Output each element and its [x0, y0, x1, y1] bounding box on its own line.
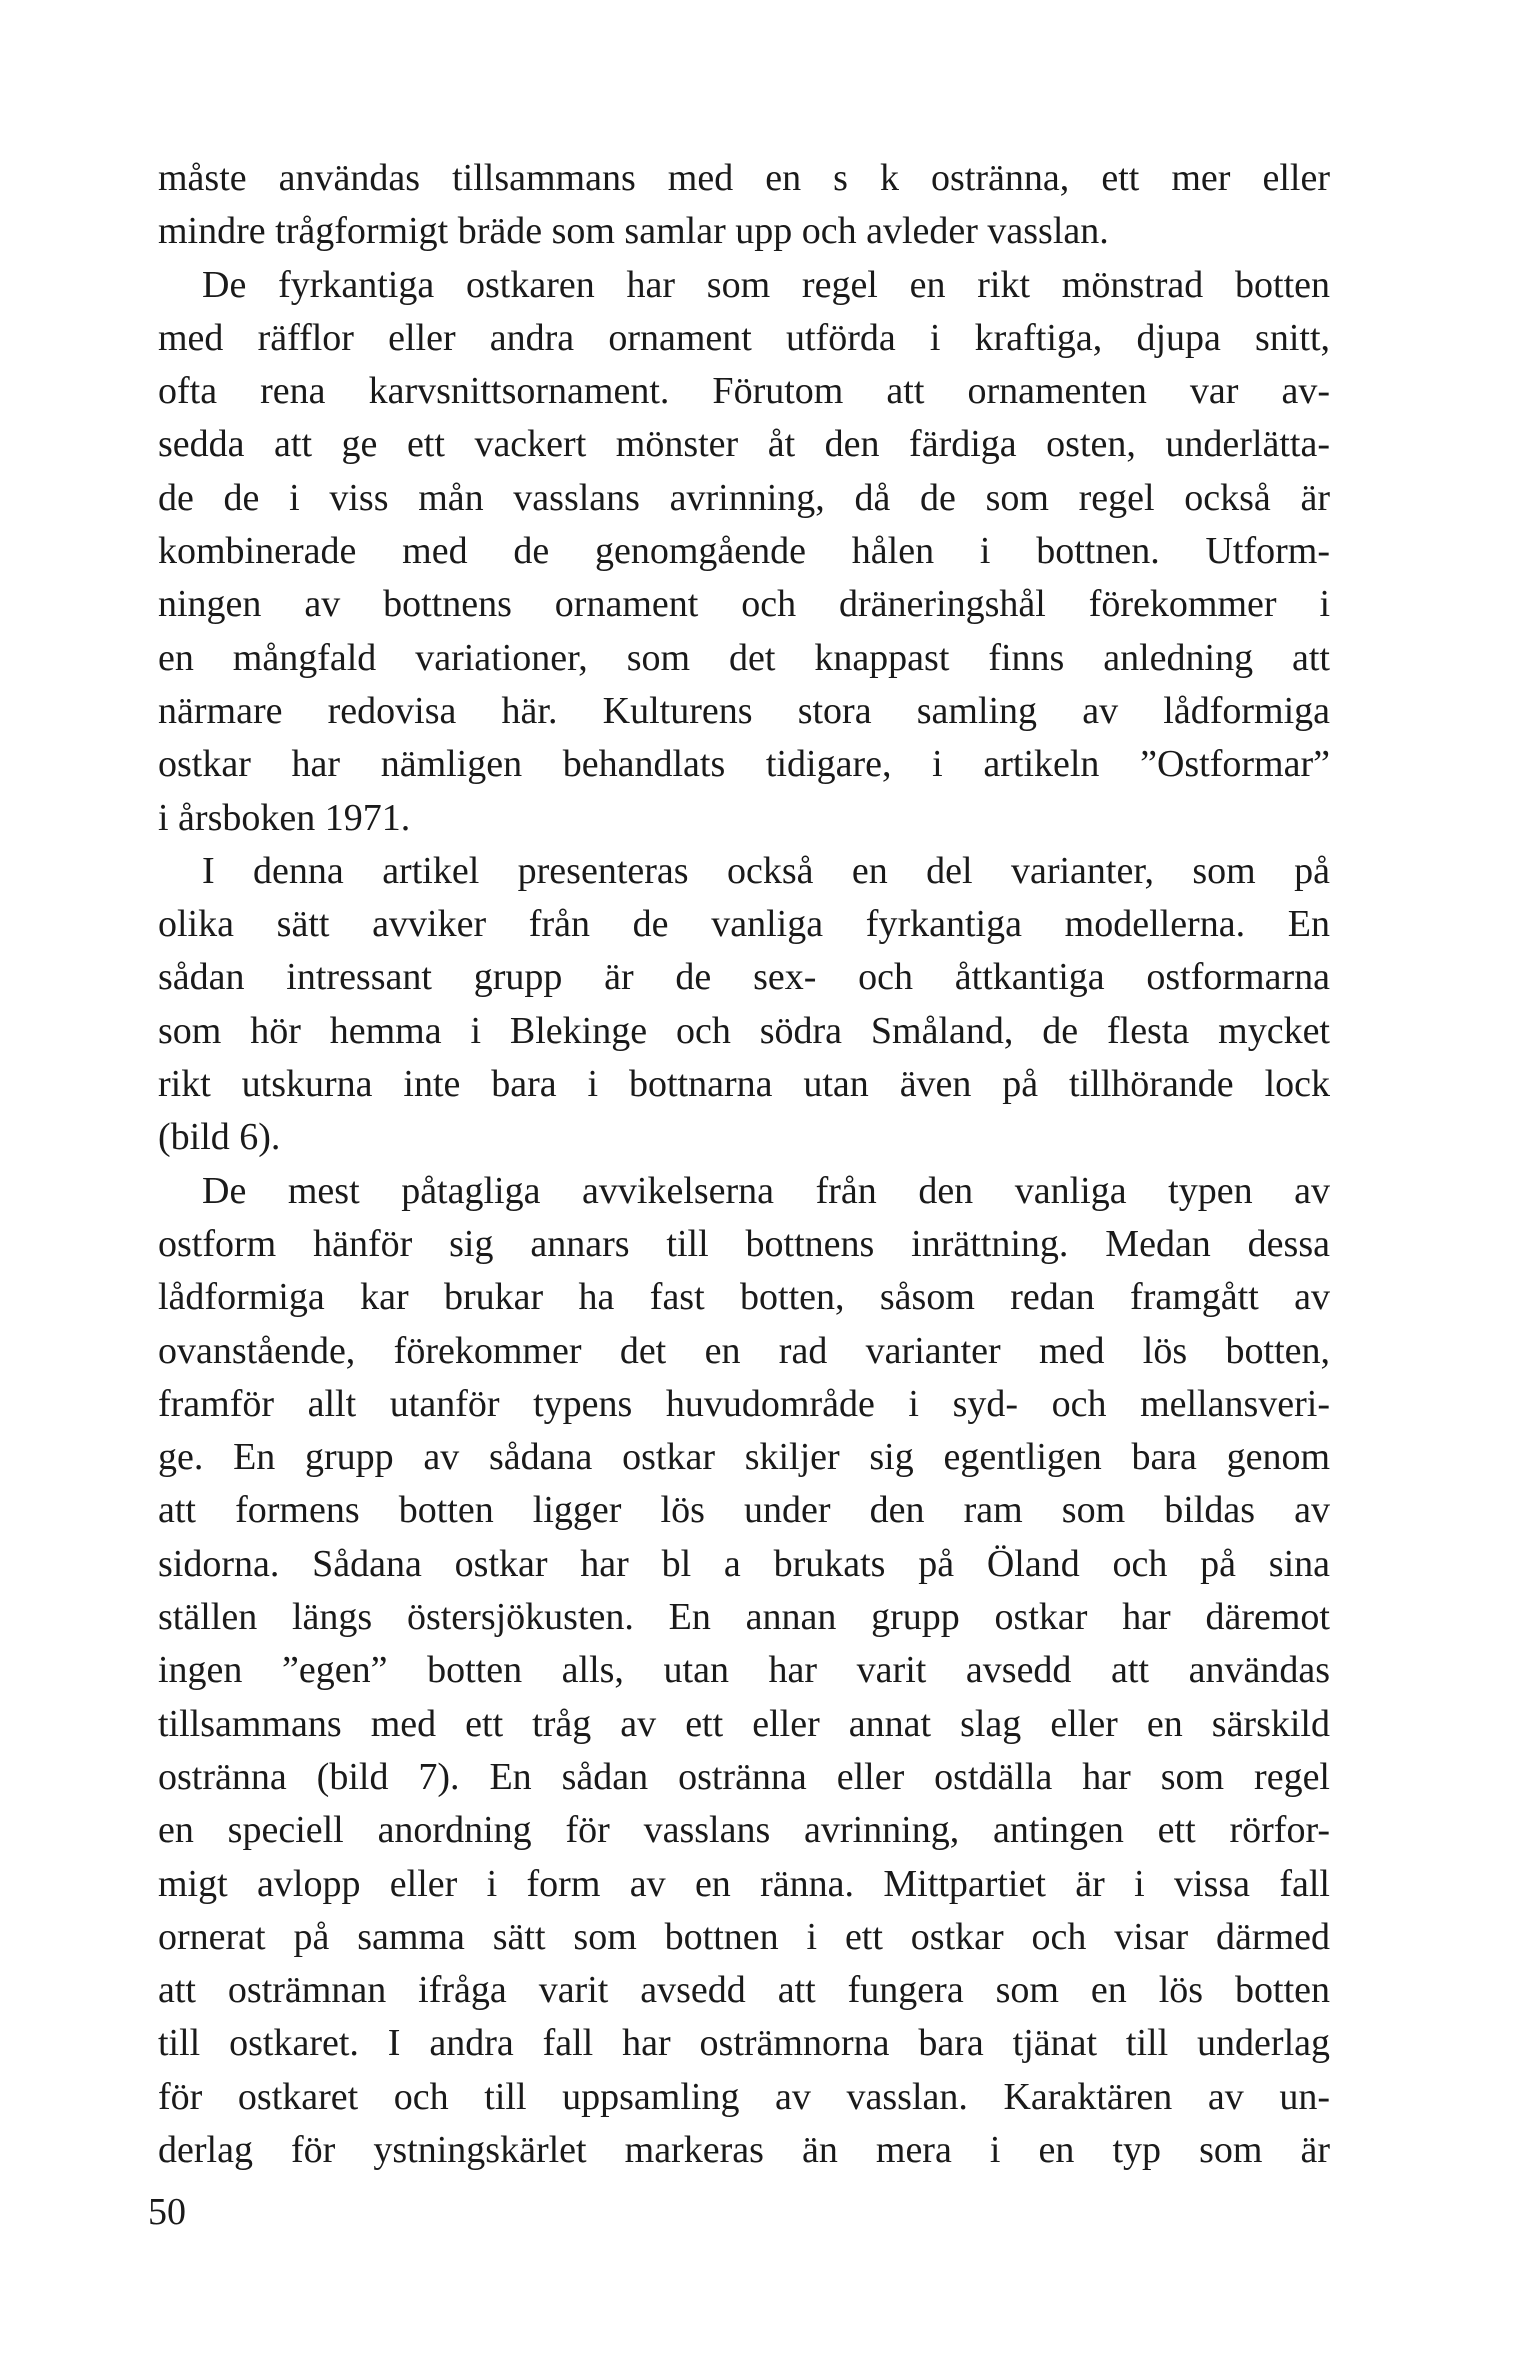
- body-text: [158, 152, 1330, 2177]
- text-line: måste användas tillsammans med en s k ostränna, ett mer eller: [158, 157, 1330, 199]
- text-line: för ostkaret och till uppsamling av vasslan. Karaktären av un-: [158, 2075, 1330, 2118]
- text-line: ostkar har nämligen behandlats tidigare, i artikeln ”Ostformar”: [158, 743, 1330, 786]
- text-line: ofta rena karvsnittsornament. Förutom att ornamenten var av-: [158, 370, 1330, 413]
- text-line: rikt utskurna inte bara i bottnarna utan även på tillhörande lock: [158, 1063, 1330, 1106]
- text-line: De fyrkantiga ostkaren har som regel en rikt mönstrad botten: [202, 263, 1330, 306]
- text-line: i årsboken 1971.: [158, 796, 411, 839]
- text-line: närmare redovisa här. Kulturens stora samling av lådformiga: [158, 689, 1330, 732]
- text-line: ostränna (bild 7). En sådan ostränna eller ostdälla har som regel: [158, 1755, 1330, 1798]
- text-line: med räfflor eller andra ornament utförda i kraftiga, djupa snitt,: [158, 316, 1330, 359]
- text-line: lådformiga kar brukar ha fast botten, såsom redan framgått av: [158, 1276, 1330, 1319]
- text-line: sedda att ge ett vackert mönster åt den färdiga osten, underlätta-: [158, 423, 1330, 466]
- text-line: sådan intressant grupp är de sex- och åttkantiga ostformarna: [158, 956, 1330, 999]
- text-line: att osträmnan ifråga varit avsedd att fungera som en lös botten: [158, 1969, 1330, 2012]
- text-line: ornerat på samma sätt som bottnen i ett ostkar och visar därmed: [158, 1915, 1330, 1958]
- text-line: ingen ”egen” botten alls, utan har varit avsedd att användas: [158, 1649, 1330, 1692]
- text-line: ställen längs östersjökusten. En annan grupp ostkar har däremot: [158, 1596, 1330, 1639]
- text-line: en mångfald variationer, som det knappast finns anledning att: [158, 636, 1330, 679]
- text-line: ovanstående, förekommer det en rad varianter med lös botten,: [158, 1329, 1330, 1372]
- text-line: framför allt utanför typens huvudområde i syd- och mellansveri-: [158, 1382, 1330, 1425]
- text-line: De mest påtagliga avvikelserna från den vanliga typen av: [202, 1169, 1330, 1212]
- text-line: kombinerade med de genomgående hålen i bottnen. Utform-: [158, 530, 1330, 573]
- paragraph: [158, 845, 1330, 1165]
- text-line: att formens botten ligger lös under den ram som bildas av: [158, 1489, 1330, 1532]
- text-line: de de i viss mån vasslans avrinning, då de som regel också är: [158, 476, 1330, 519]
- paragraph: [158, 1165, 1330, 2178]
- text-line: en speciell anordning för vasslans avrinning, antingen ett rörfor-: [158, 1809, 1330, 1852]
- text-line: ningen av bottnens ornament och dräneringshål förekommer i: [158, 583, 1330, 626]
- text-line: ostform hänför sig annars till bottnens inrättning. Medan dessa: [158, 1222, 1330, 1265]
- paragraph: [158, 152, 1330, 259]
- text-line: mindre trågformigt bräde som samlar upp och avleder vasslan.: [158, 210, 1109, 253]
- text-line: som hör hemma i Blekinge och södra Småland, de flesta mycket: [158, 1009, 1330, 1052]
- text-line: I denna artikel presenteras också en del varianter, som på: [202, 849, 1330, 892]
- page-number: 50: [148, 2191, 186, 2233]
- text-line: derlag för ystningskärlet markeras än mera i en typ som är: [158, 2128, 1330, 2171]
- paragraph: [158, 259, 1330, 845]
- text-line: sidorna. Sådana ostkar har bl a brukats på Öland och på sina: [158, 1542, 1330, 1585]
- text-line: tillsammans med ett tråg av ett eller annat slag eller en särskild: [158, 1702, 1330, 1745]
- text-line: olika sätt avviker från de vanliga fyrkantiga modellerna. En: [158, 903, 1330, 946]
- text-line: (bild 6).: [158, 1116, 281, 1159]
- text-line: migt avlopp eller i form av en ränna. Mittpartiet är i vissa fall: [158, 1862, 1330, 1905]
- text-line: till ostkaret. I andra fall har osträmnorna bara tjänat till underlag: [158, 2022, 1330, 2065]
- text-line: ge. En grupp av sådana ostkar skiljer sig egentligen bara genom: [158, 1436, 1330, 1479]
